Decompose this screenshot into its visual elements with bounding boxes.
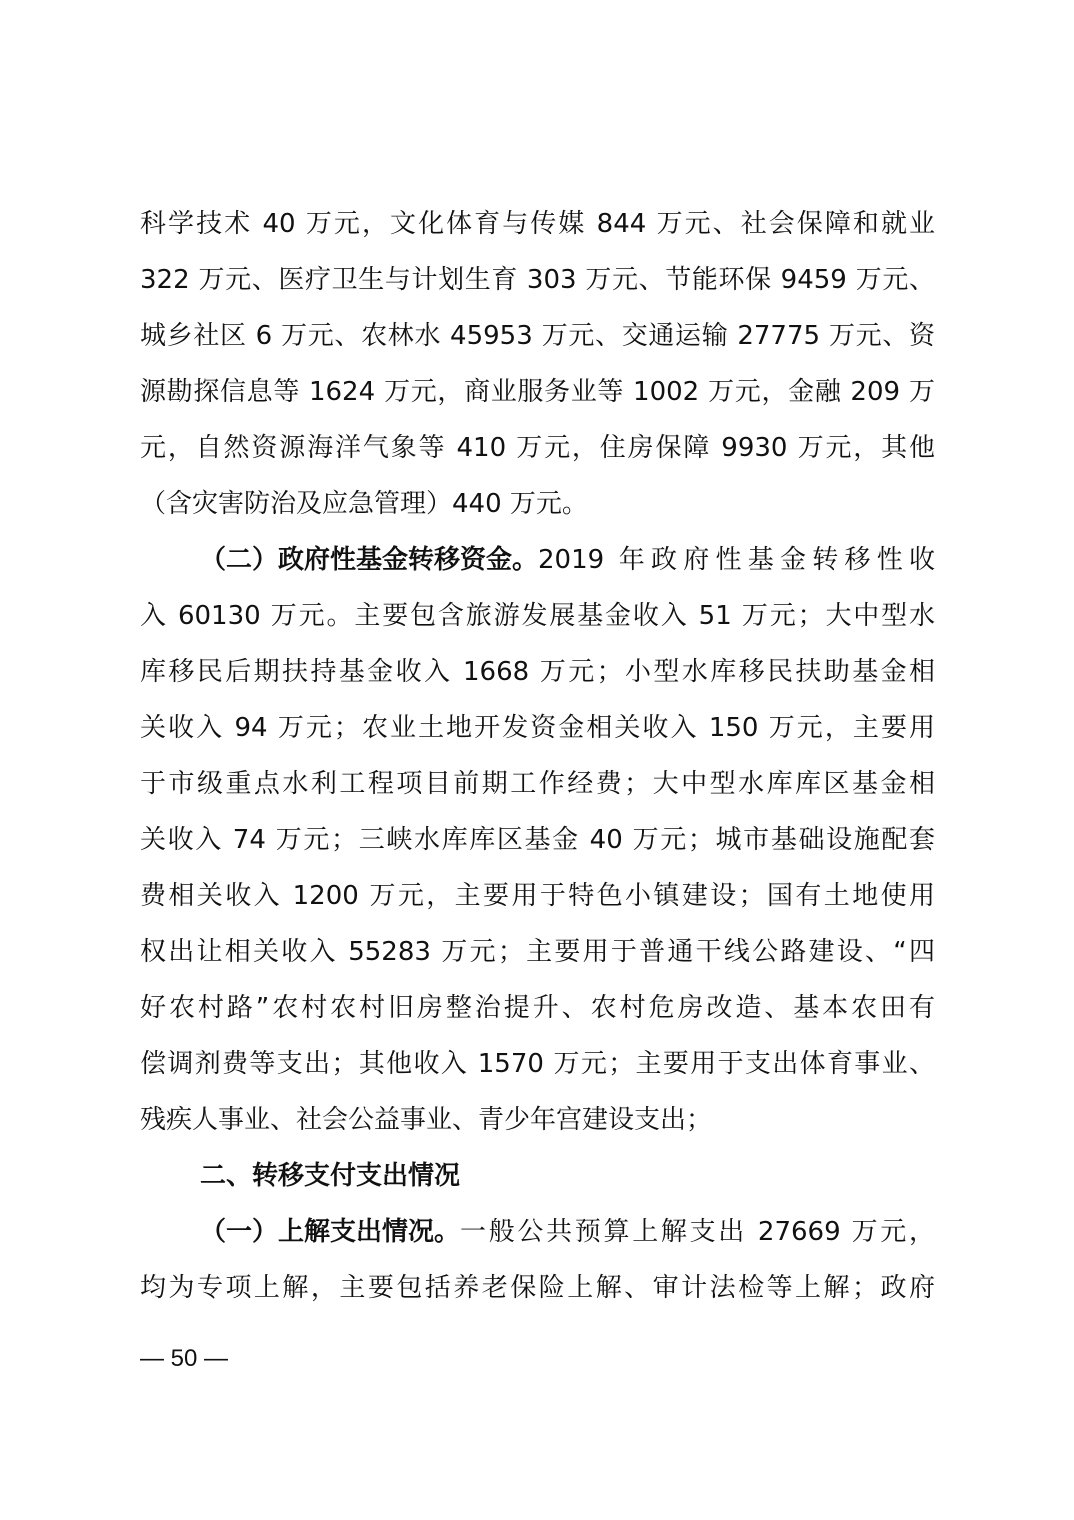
body-text-line: 好农村路”农村农村旧房整治提升、农村危房改造、基本农田有	[140, 993, 935, 1023]
body-text-line: 入 60130 万元。主要包含旅游发展基金收入 51 万元；大中型水	[140, 601, 935, 631]
subsection-heading-line	[200, 540, 935, 580]
body-text-run: 一般公共预算上解支出 27669 万元，	[460, 1217, 935, 1247]
body-text-line: 于市级重点水利工程项目前期工作经费；大中型水库库区基金相	[140, 769, 935, 799]
body-text-line: 权出让相关收入 55283 万元；主要用于普通干线公路建设、“四	[140, 937, 935, 967]
body-text-line: 源勘探信息等 1624 万元，商业服务业等 1002 万元，金融 209 万	[140, 377, 935, 407]
body-text-line: （含灾害防治及应急管理）440 万元。	[140, 489, 588, 519]
body-text-line: 费相关收入 1200 万元，主要用于特色小镇建设；国有土地使用	[140, 881, 935, 911]
body-text-line: 残疾人事业、社会公益事业、青少年宫建设支出；	[140, 1105, 713, 1135]
body-text-line: 关收入 74 万元；三峡水库库区基金 40 万元；城市基础设施配套	[140, 825, 935, 855]
subsection-heading-line	[200, 1212, 935, 1252]
body-text-line: 322 万元、医疗卫生与计划生育 303 万元、节能环保 9459 万元、	[140, 265, 935, 295]
body-text-line: 均为专项上解，主要包括养老保险上解、审计法检等上解；政府	[140, 1273, 935, 1303]
body-text-line: 偿调剂费等支出；其他收入 1570 万元；主要用于支出体育事业、	[140, 1049, 935, 1079]
body-text-run: 2019 年政府性基金转移性收	[538, 545, 935, 575]
subsection-heading: （一）上解支出情况。	[200, 1217, 461, 1247]
page-number: — 50 —	[140, 1345, 229, 1372]
subsection-heading: （二）政府性基金转移资金。	[200, 545, 539, 575]
section-heading: 二、转移支付支出情况	[200, 1161, 461, 1191]
body-text-line: 库移民后期扶持基金收入 1668 万元；小型水库移民扶助基金相	[140, 657, 935, 687]
body-text-line: 科学技术 40 万元，文化体育与传媒 844 万元、社会保障和就业	[140, 209, 935, 239]
body-text-line: 关收入 94 万元；农业土地开发资金相关收入 150 万元，主要用	[140, 713, 935, 743]
body-text-line: 元，自然资源海洋气象等 410 万元，住房保障 9930 万元，其他	[140, 433, 935, 463]
body-text-line: 城乡社区 6 万元、农林水 45953 万元、交通运输 27775 万元、资	[140, 321, 935, 351]
